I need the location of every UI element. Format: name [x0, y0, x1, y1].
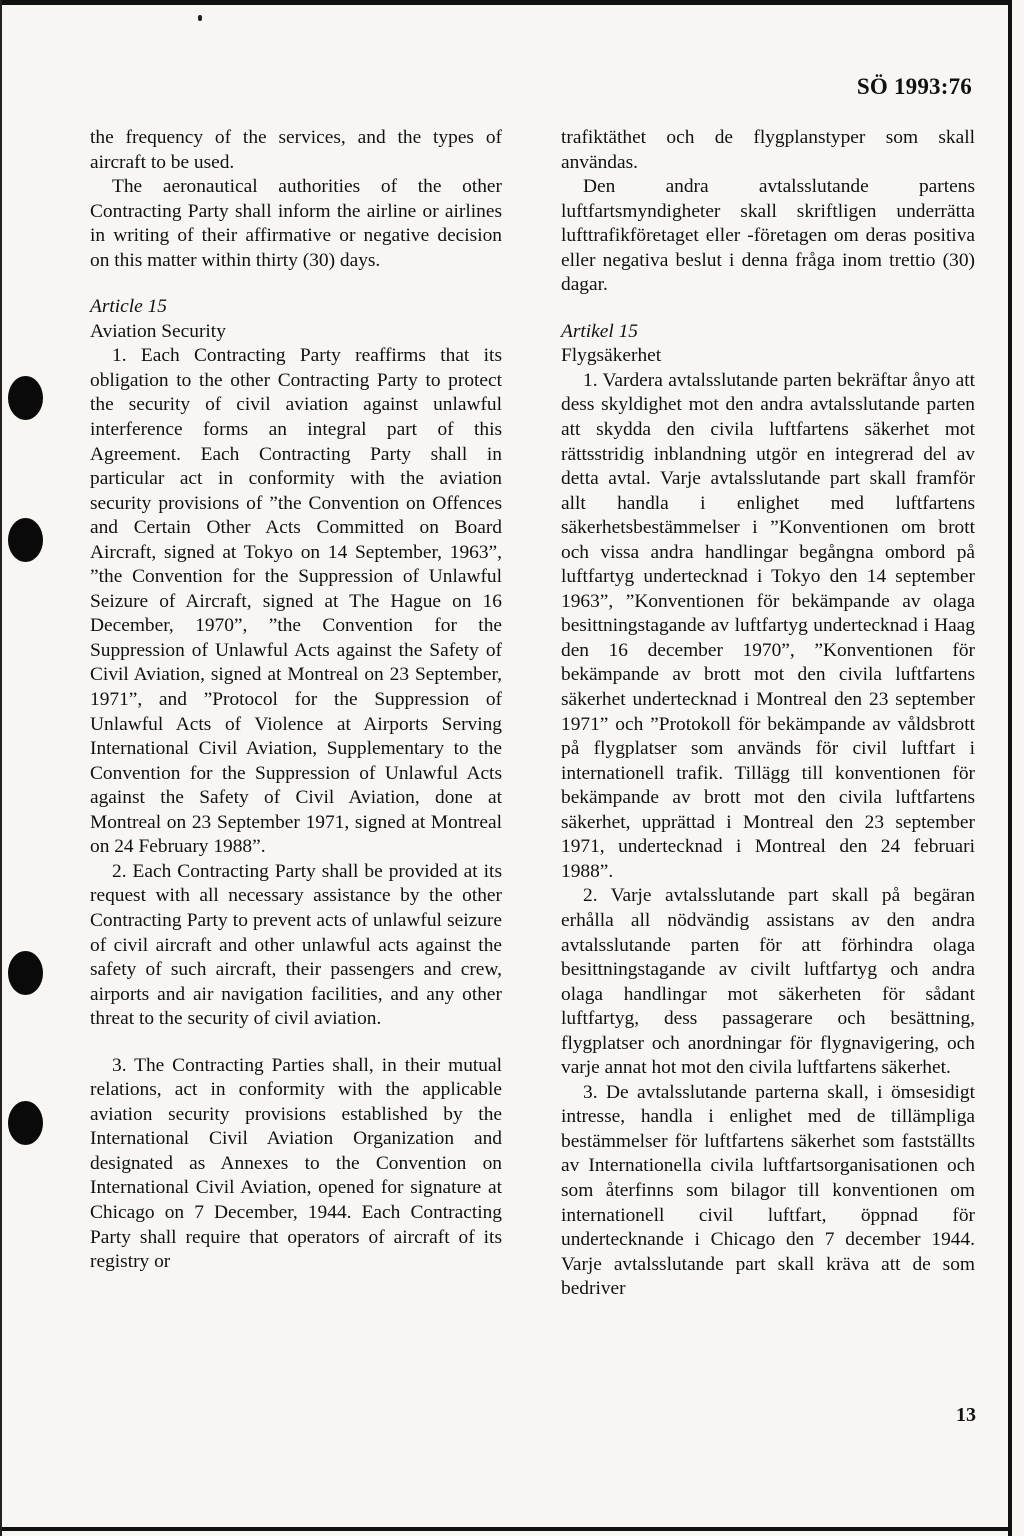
english-article-label: Article 15	[90, 296, 168, 318]
swedish-continuation-paragraph: trafiktäthet och de flygplanstyper som skall användas.	[561, 127, 975, 173]
english-continuation-paragraph: the frequency of the services, and the types of aircraft to be used.	[90, 127, 502, 173]
english-paragraph-2: 2. Each Contracting Party shall be provided at its request with all necessary assistance by the other Contracting Party to prevent acts of unlawful seizure of civil aircraft and other unlawful acts against the safety of such aircraft, their passengers and crew, airports and air navigation facilities, and any other threat to the security of civil aviation.	[90, 860, 502, 1030]
document-number: SÖ 1993:76	[856, 74, 972, 99]
swedish-article-label: Artikel 15	[561, 320, 639, 342]
scan-border-bottom	[0, 1527, 1012, 1531]
swedish-column	[561, 126, 975, 1302]
punch-hole-icon	[8, 1101, 43, 1145]
punch-hole-icon	[8, 951, 43, 995]
swedish-paragraph-3: 3. De avtalsslutande parterna skall, i ömsesidigt intresse, handla i enlighet med de tillämpliga bestämmelser för luftfartens säkerhet som fastställts av Internationella civila luftfartsorganisationen och som återfinns som bilagor till konventionen om internationell civil luftfart, öppnad för undertecknande i Chicago den 7 december 1944. Varje avtalsslutande part skall kräva att de som bedriver	[561, 1081, 975, 1300]
scan-border-left	[0, 0, 2, 1536]
swedish-paragraph-1: 1. Vardera avtalsslutande parten bekräftar ånyo att dess skyldighet mot den andra avtalsslutande parten att skydda den civila luftfartens säkerhet mot rättsstridig inblandning utgör en integrerad del av detta avtal. Varje avtalsslutande part skall framför allt handla i enlighet med luftfartens säkerhetsbestämmelser i ”Konventionen om brott och vissa andra handlingar begångna ombord på luftfartyg undertecknad i Tokyo den 14 september 1963”, ”Konventionen för bekämpande av olaga besittningstagande av luftfartyg undertecknad i Haag den 16 december 1970”, ”Konventionen för bekämpande av brott mot den civila luftfartens säkerhet undertecknad i Montreal den 23 september 1971” och ”Protokoll för bekämpande av våldsbrott på flygplatser som används för civil luftfart i internationell trafik. Tillägg till konventionen för bekämpande av brott mot den civila luftfartens säkerhet, upprättad i Montreal den 23 september 1971, undertecknad i Montreal den 24 februari 1988”.	[561, 369, 975, 882]
scan-speck	[198, 15, 202, 21]
scan-border-right	[1008, 0, 1012, 1536]
english-paragraph-1: 1. Each Contracting Party reaffirms that its obligation to the other Contracting Party to protect the security of civil aviation against unlawful interference forms an integral part of this Agreement. Each Contracting Party shall in particular act in conformity with the aviation security provisions of ”the Convention on Offences and Certain Other Acts Committed on Board Aircraft, signed at Tokyo on 14 September, 1963”, ”the Convention for the Suppression of Unlawful Seizure of Aircraft, signed at The Hague on 16 December, 1970”, ”the Convention for the Suppression of Unlawful Acts against the Safety of Civil Aviation, signed at Montreal on 23 September, 1971”, and ”Protocol for the Suppression of Unlawful Acts of Violence at Airports Serving International Civil Aviation, Supplementary to the Convention for the Suppression of Unlawful Acts against the Safety of Civil Aviation, done at Montreal on 23 September 1971, signed at Montreal on 24 February 1988”.	[90, 345, 502, 858]
punch-hole-icon	[8, 376, 43, 420]
page-number: 13	[956, 1404, 976, 1426]
scan-border-top	[0, 0, 1012, 5]
swedish-article-title: Flygsäkerhet	[561, 345, 662, 367]
swedish-paragraph-2: 2. Varje avtalsslutande part skall på begäran erhålla all nödvändig assistans av den andra avtalsslutande parten för att förhindra olaga besittningstagande av civilt luftfartyg och andra olaga handlingar mot säkerheten för sådant luftfartyg, dess passagerare och besättning, flygplatser och anordningar för flygnavigering, och varje annat hot mot den civila luftfartens säkerhet.	[561, 885, 975, 1079]
english-column	[90, 126, 502, 1275]
english-authorities-paragraph: The aeronautical authorities of the other Contracting Party shall inform the airline or airlines in writing of their affirmative or negative decision on this matter within thirty (30) days.	[90, 176, 502, 271]
punch-hole-icon	[8, 518, 43, 562]
english-article-title: Aviation Security	[90, 320, 226, 342]
swedish-authorities-paragraph: Den andra avtalsslutande partens luftfartsmyndigheter skall skriftligen underrätta lufttrafikföretaget eller -företagen om deras positiva eller negativa beslut i denna fråga inom trettio (30) dagar.	[561, 176, 975, 296]
english-paragraph-3: 3. The Contracting Parties shall, in their mutual relations, act in conformity with the applicable aviation security provisions established by the International Civil Aviation Organization and designated as Annexes to the Convention on International Civil Aviation, opened for signature at Chicago on 7 December, 1944. Each Contracting Party shall require that operators of aircraft of its registry or	[90, 1054, 502, 1273]
